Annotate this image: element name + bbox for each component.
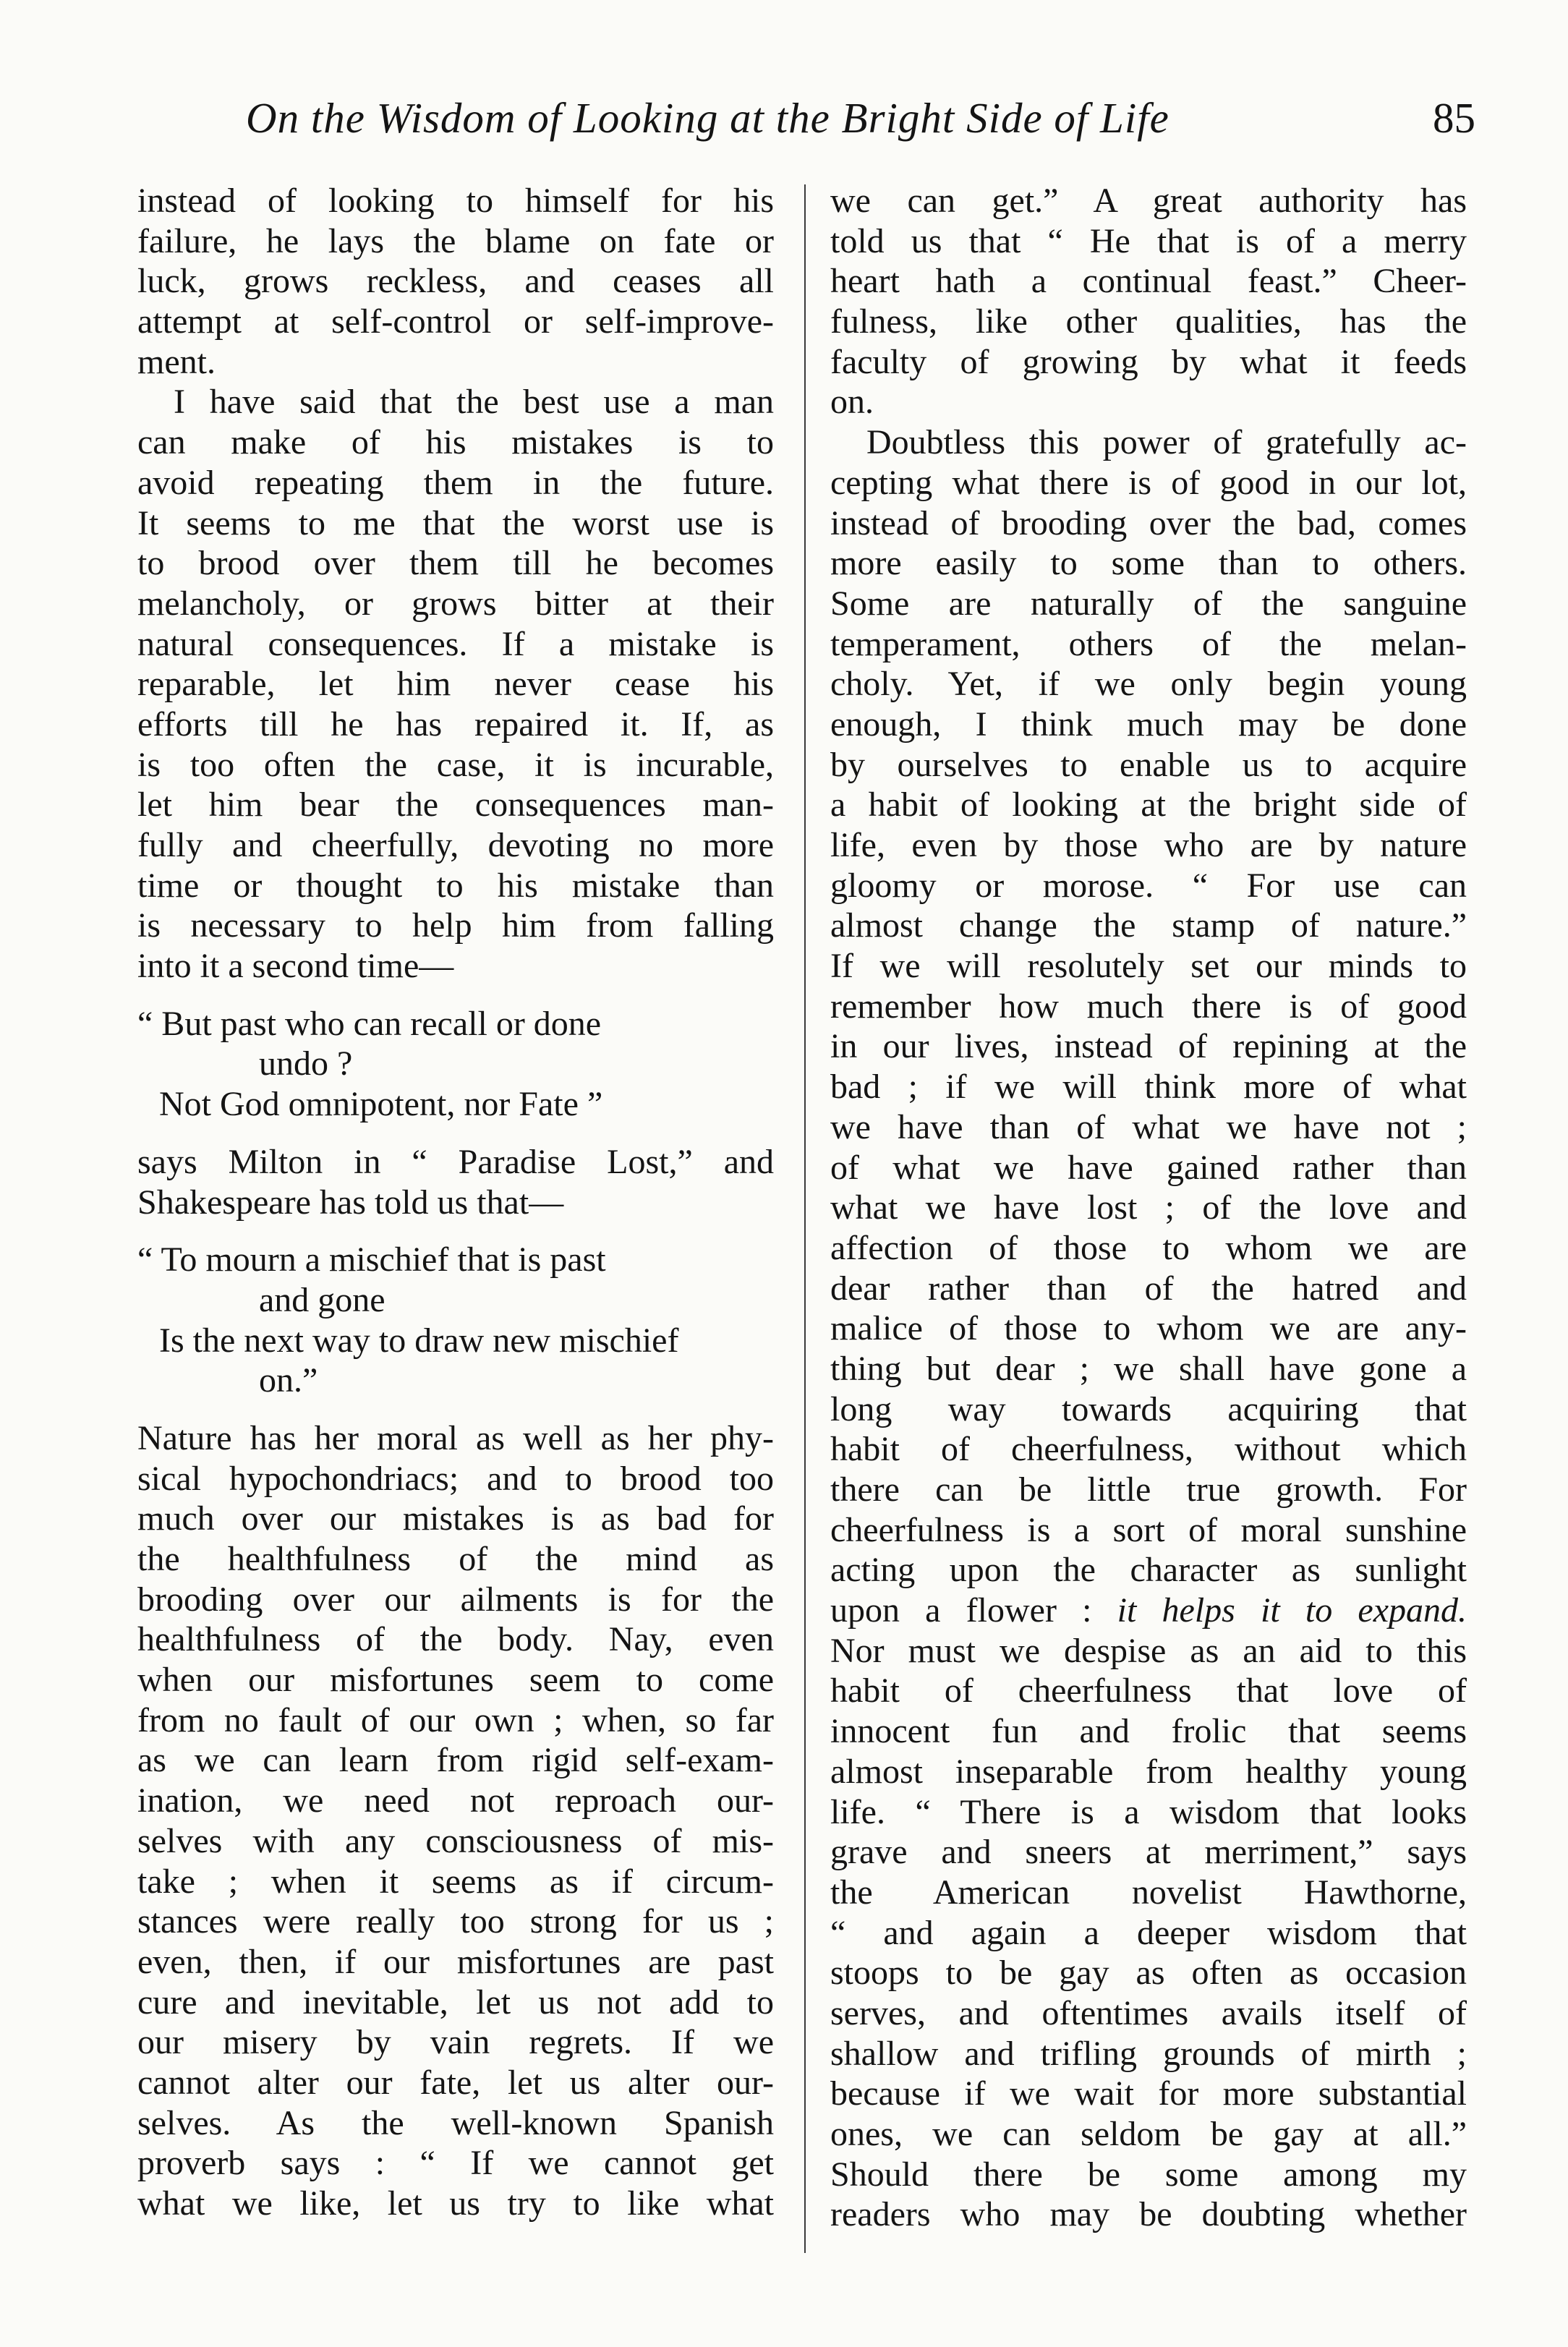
text-line: the healthfulness of the mind as bbox=[137, 1540, 774, 1578]
text-line: we have than of what we have not ; bbox=[830, 1107, 1467, 1146]
verse-quote bbox=[137, 1240, 774, 1401]
text-line: cannot alter our fate, let us alter our- bbox=[137, 2063, 774, 2102]
verse-line: Not God omnipotent, nor Fate ” bbox=[159, 1085, 603, 1124]
text-line: even, then, if our misfortunes are past bbox=[137, 1942, 774, 1981]
text-line bbox=[830, 1590, 1467, 1631]
text-line: of what we have gained rather than bbox=[830, 1148, 1467, 1187]
text-line: let him bear the consequences man- bbox=[137, 785, 774, 825]
text-line: proverb says : “ If we cannot get bbox=[137, 2144, 774, 2183]
text-line: sical hypochondriacs; and to brood too bbox=[137, 1459, 774, 1498]
text-line: because if we wait for more substantial bbox=[830, 2074, 1467, 2113]
text-line: It seems to me that the worst use is bbox=[137, 503, 774, 542]
verse-line: “ To mourn a mischief that is past bbox=[137, 1240, 606, 1279]
text-line: selves with any consciousness of mis- bbox=[137, 1821, 774, 1860]
text-line: stoops to be gay as often as occasion bbox=[830, 1954, 1467, 1993]
text-line: almost change the stamp of nature.” bbox=[830, 906, 1467, 945]
text-line: attempt at self-control or self-improve- bbox=[137, 302, 774, 341]
text-line: stances were really too strong for us ; bbox=[137, 1902, 774, 1941]
paragraph bbox=[137, 1142, 774, 1222]
text-line: grave and sneers at merriment,” says bbox=[830, 1833, 1467, 1872]
left-column bbox=[137, 181, 774, 2224]
text-line: much over our mistakes is as bad for bbox=[137, 1499, 774, 1538]
verse-line: and gone bbox=[259, 1280, 385, 1319]
text-line: told us that “ He that is of a merry bbox=[830, 221, 1467, 260]
text-line: what we like, let us try to like what bbox=[137, 2184, 774, 2223]
text-line: into it a second time— bbox=[137, 947, 454, 986]
text-line: acting upon the character as sunlight bbox=[830, 1551, 1467, 1590]
text-line: shallow and trifling grounds of mirth ; bbox=[830, 2034, 1467, 2073]
text-line: dear rather than of the hatred and bbox=[830, 1269, 1467, 1308]
text-line: failure, he lays the blame on fate or bbox=[137, 221, 774, 260]
text-line: cheerfulness is a sort of moral sunshine bbox=[830, 1510, 1467, 1549]
text-line: malice of those to whom we are any- bbox=[830, 1309, 1467, 1348]
text-line: in our lives, instead of repining at the bbox=[830, 1027, 1467, 1066]
text-line: Should there be some among my bbox=[830, 2155, 1467, 2194]
text-line: Some are naturally of the sanguine bbox=[830, 584, 1467, 623]
text-line: on. bbox=[830, 383, 874, 422]
text-line: fulness, like other qualities, has the bbox=[830, 302, 1467, 341]
text-line: thing but dear ; we shall have gone a bbox=[830, 1349, 1467, 1388]
paragraph bbox=[830, 181, 1467, 422]
text-line: as we can learn from rigid self-exam- bbox=[137, 1741, 774, 1780]
text-line: readers who may be doubting whether bbox=[830, 2195, 1467, 2234]
text-line: is too often the case, it is incurable, bbox=[137, 745, 774, 784]
text-line: long way towards acquiring that bbox=[830, 1389, 1467, 1428]
text-line: almost inseparable from healthy young bbox=[830, 1752, 1467, 1791]
verse-line: undo ? bbox=[259, 1044, 353, 1083]
text-line: serves, and oftentimes avails itself of bbox=[830, 1993, 1467, 2032]
text-line: can make of his mistakes is to bbox=[137, 423, 774, 462]
text-line: choly. Yet, if we only begin young bbox=[830, 665, 1467, 704]
emphasis-text: it helps it to expand. bbox=[1117, 1591, 1467, 1630]
text-line: habit of cheerfulness that love of bbox=[830, 1671, 1467, 1711]
text-line: says Milton in “ Paradise Lost,” and bbox=[137, 1142, 774, 1181]
column-divider bbox=[804, 184, 806, 2253]
paragraph bbox=[137, 1418, 774, 2224]
text-line: natural consequences. If a mistake is bbox=[137, 624, 774, 663]
text-line: ment. bbox=[137, 342, 216, 381]
text-line: luck, grows reckless, and ceases all bbox=[137, 262, 774, 301]
text-line: Shakespeare has told us that— bbox=[137, 1183, 564, 1222]
text-line: ones, we can seldom be gay at all.” bbox=[830, 2115, 1467, 2153]
verse-line: on.” bbox=[259, 1361, 318, 1400]
paragraph bbox=[830, 422, 1467, 2235]
right-column bbox=[830, 181, 1467, 2235]
text-line: I have said that the best use a man bbox=[174, 383, 774, 422]
text-line: cepting what there is of good in our lot, bbox=[830, 463, 1467, 502]
page-header bbox=[246, 85, 1475, 150]
text-line: avoid repeating them in the future. bbox=[137, 463, 774, 502]
text-line: Nor must we despise as an aid to this bbox=[830, 1631, 1467, 1670]
text-line: gloomy or morose. “ For use can bbox=[830, 866, 1467, 905]
text-line: cure and inevitable, let us not add to bbox=[137, 1982, 774, 2022]
text-line: faculty of growing by what it feeds bbox=[830, 342, 1467, 381]
text-line: by ourselves to enable us to acquire bbox=[830, 745, 1467, 784]
text-line: temperament, others of the melan- bbox=[830, 624, 1467, 663]
text-line: our misery by vain regrets. If we bbox=[137, 2023, 774, 2062]
text-line: there can be little true growth. For bbox=[830, 1470, 1467, 1509]
text-line: enough, I think much may be done bbox=[830, 704, 1467, 744]
text-line: Nature has her moral as well as her phy- bbox=[137, 1418, 774, 1457]
text-line: innocent fun and frolic that seems bbox=[830, 1712, 1467, 1751]
text-line: fully and cheerfully, devoting no more bbox=[137, 826, 774, 864]
text-line: efforts till he has repaired it. If, as bbox=[137, 704, 774, 744]
verse-line: Is the next way to draw new mischief bbox=[159, 1321, 679, 1360]
text-line: when our misfortunes seem to come bbox=[137, 1661, 774, 1700]
text-line: from no fault of our own ; when, so far bbox=[137, 1700, 774, 1739]
text-segment: upon a flower : bbox=[830, 1591, 1117, 1630]
text-line: Doubtless this power of gratefully ac- bbox=[866, 423, 1467, 462]
text-line: to brood over them till he becomes bbox=[137, 544, 774, 583]
text-line: melancholy, or grows bitter at their bbox=[137, 584, 774, 623]
paragraph bbox=[137, 382, 774, 986]
text-line: reparable, let him never cease his bbox=[137, 665, 774, 704]
text-line: habit of cheerfulness, without which bbox=[830, 1430, 1467, 1469]
text-line: brooding over our ailments is for the bbox=[137, 1580, 774, 1619]
text-line: take ; when it seems as if circum- bbox=[137, 1862, 774, 1901]
text-line: healthfulness of the body. Nay, even bbox=[137, 1620, 774, 1659]
text-line: is necessary to help him from falling bbox=[137, 906, 774, 945]
text-line: instead of brooding over the bad, comes bbox=[830, 503, 1467, 542]
text-line: the American novelist Hawthorne, bbox=[830, 1873, 1467, 1912]
text-line: If we will resolutely set our minds to bbox=[830, 947, 1467, 986]
text-line: life, even by those who are by nature bbox=[830, 826, 1467, 864]
verse-quote bbox=[137, 1004, 774, 1125]
text-line: what we have lost ; of the love and bbox=[830, 1188, 1467, 1227]
text-line: we can get.” A great authority has bbox=[830, 182, 1467, 220]
text-line: affection of those to whom we are bbox=[830, 1228, 1467, 1267]
text-line: “ and again a deeper wisdom that bbox=[830, 1913, 1467, 1952]
text-line: more easily to some than to others. bbox=[830, 544, 1467, 583]
text-line: a habit of looking at the bright side of bbox=[830, 785, 1467, 825]
text-line: selves. As the well-known Spanish bbox=[137, 2103, 774, 2142]
text-line: remember how much there is of good bbox=[830, 987, 1467, 1026]
text-line: bad ; if we will think more of what bbox=[830, 1068, 1467, 1107]
text-line: ination, we need not reproach our- bbox=[137, 1781, 774, 1820]
page-number: 85 bbox=[1433, 94, 1475, 142]
running-title: On the Wisdom of Looking at the Bright Side of Life bbox=[246, 94, 1169, 142]
verse-line: “ But past who can recall or done bbox=[137, 1004, 602, 1043]
text-line: time or thought to his mistake than bbox=[137, 866, 774, 905]
text-line: life. “ There is a wisdom that looks bbox=[830, 1792, 1467, 1831]
paragraph bbox=[137, 181, 774, 382]
text-line: instead of looking to himself for his bbox=[137, 182, 774, 220]
text-line: heart hath a continual feast.” Cheer- bbox=[830, 262, 1467, 301]
